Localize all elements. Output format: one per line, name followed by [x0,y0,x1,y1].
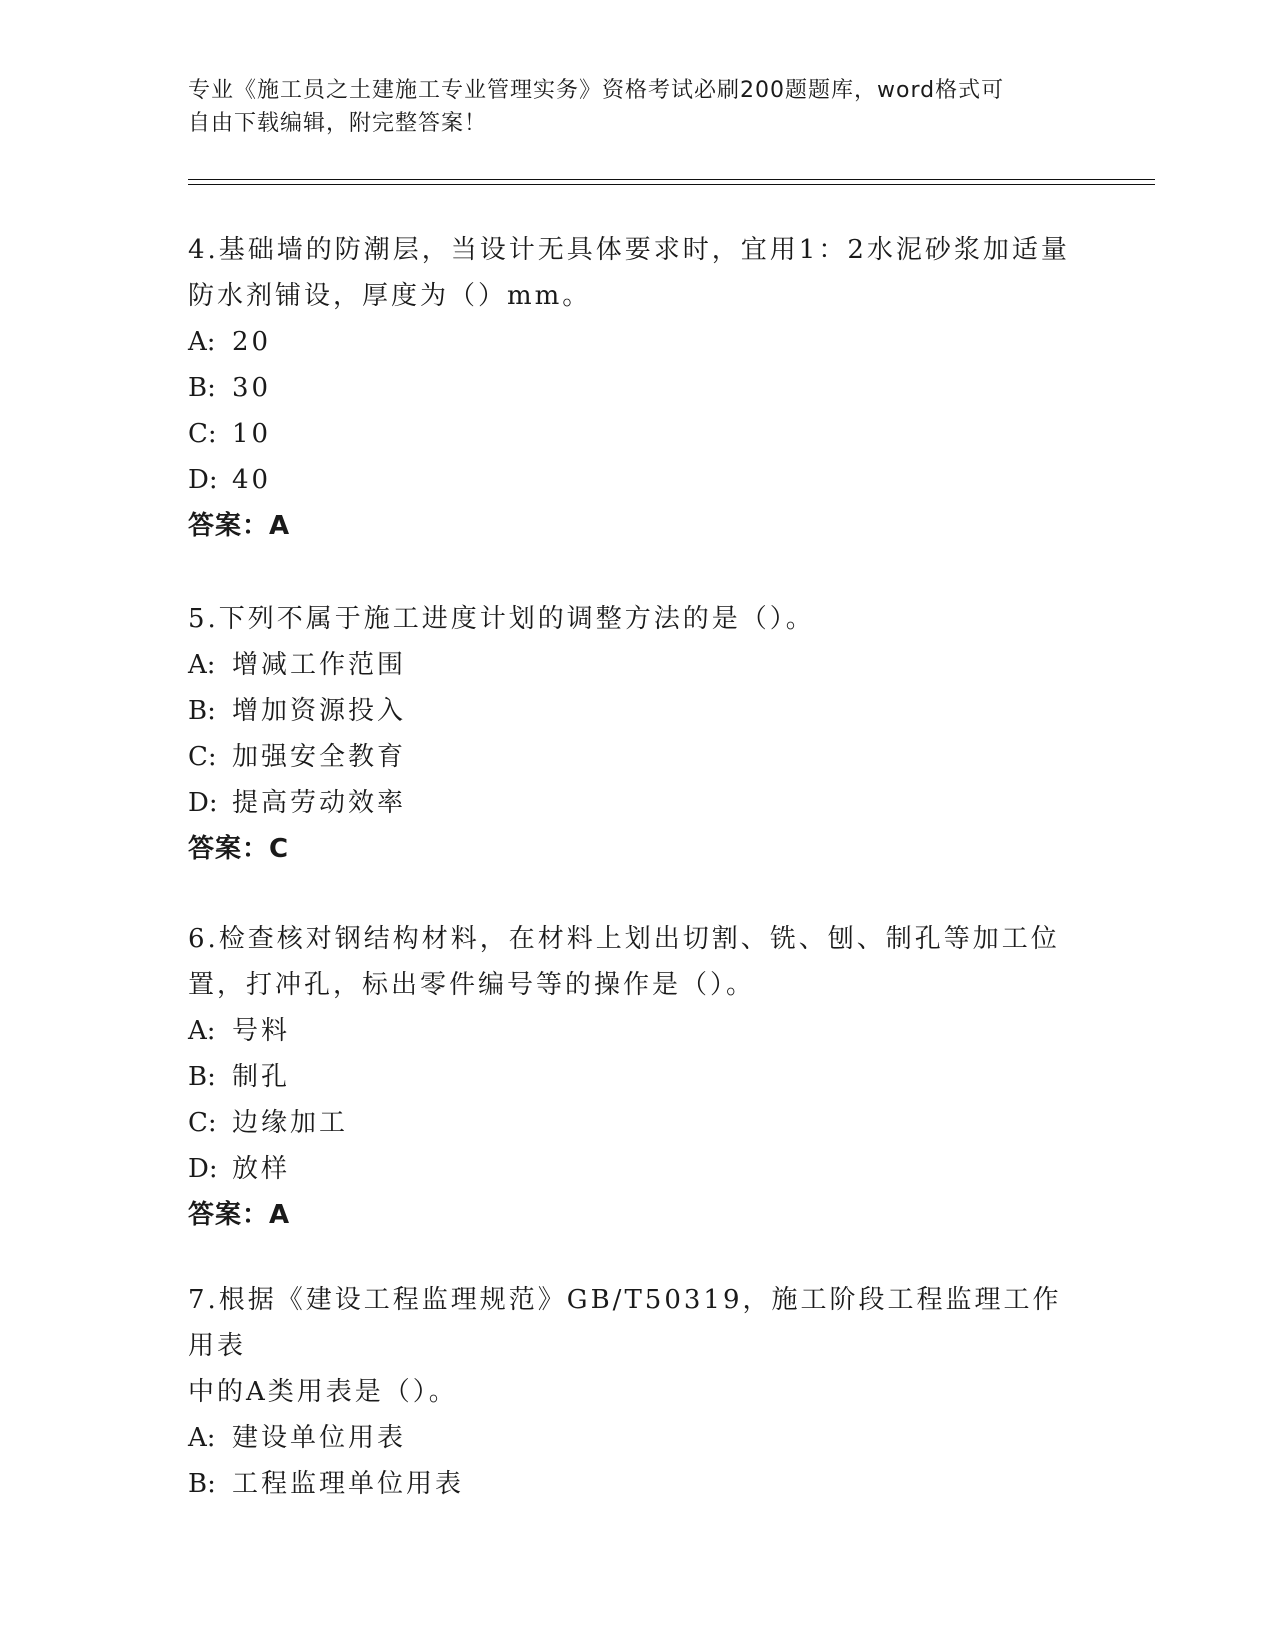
option-label: B: [188,1469,216,1499]
question-text-line-1: 6.检查核对钢结构材料，在材料上划出切割、铣、刨、制孔等加工位 [188,924,1060,954]
option-text: 40 [232,465,272,495]
option-b [188,1461,1088,1507]
option-text: 放样 [232,1154,291,1184]
question-6 [188,916,1088,1238]
option-c [188,734,1088,780]
option-label: A: [188,1016,216,1046]
option-label: C: [188,742,217,772]
option-text: 号料 [232,1016,291,1046]
option-label: A: [188,1423,216,1453]
document-header [188,74,1088,140]
option-b [188,1054,1088,1100]
option-text: 30 [232,373,272,403]
question-7 [188,1277,1088,1507]
option-text: 建设单位用表 [232,1423,407,1453]
option-label: B: [188,696,216,726]
option-label: C: [188,419,217,449]
question-5 [188,596,1088,872]
option-b [188,365,1088,411]
header-line-1: 专业《施工员之土建施工专业管理实务》资格考试必刷200题题库，word格式可 [188,78,1005,103]
option-text: 制孔 [232,1062,291,1092]
option-text: 边缘加工 [232,1108,349,1138]
option-label: D: [188,1154,218,1184]
option-label: C: [188,1108,217,1138]
option-label: D: [188,788,218,818]
option-text: 20 [232,327,272,357]
question-text-line-2: 中的A类用表是（）。 [188,1377,458,1407]
answer: 答案：A [188,1200,291,1230]
option-text: 增减工作范围 [232,650,407,680]
option-d [188,780,1088,826]
option-c [188,411,1088,457]
option-text: 增加资源投入 [232,696,407,726]
header-line-2: 自由下载编辑，附完整答案！ [188,111,488,136]
option-b [188,688,1088,734]
question-text-line-2: 置，打冲孔，标出零件编号等的操作是（）。 [188,970,756,1000]
option-d [188,1146,1088,1192]
question-text-line-1: 5.下列不属于施工进度计划的调整方法的是（）。 [188,604,815,634]
option-a [188,1008,1088,1054]
answer: 答案：C [188,834,290,864]
option-text: 提高劳动效率 [232,788,407,818]
option-a [188,642,1088,688]
option-a [188,1415,1088,1461]
option-label: B: [188,1062,216,1092]
option-text: 10 [232,419,272,449]
option-label: A: [188,327,216,357]
question-text-line-2: 防水剂铺设，厚度为（）mm。 [188,281,592,311]
option-label: A: [188,650,216,680]
option-c [188,1100,1088,1146]
question-text-line-1: 7.根据《建设工程监理规范》GB/T50319，施工阶段工程监理工作用表 [188,1285,1062,1361]
option-d [188,457,1088,503]
option-a [188,319,1088,365]
header-divider-top [188,179,1155,180]
header-divider-bottom [188,184,1155,185]
question-text-line-1: 4.基础墙的防潮层，当设计无具体要求时，宜用1：2水泥砂浆加适量 [188,235,1070,265]
answer: 答案：A [188,511,291,541]
question-4 [188,227,1088,549]
option-text: 工程监理单位用表 [232,1469,465,1499]
option-text: 加强安全教育 [232,742,407,772]
option-label: D: [188,465,218,495]
option-label: B: [188,373,216,403]
